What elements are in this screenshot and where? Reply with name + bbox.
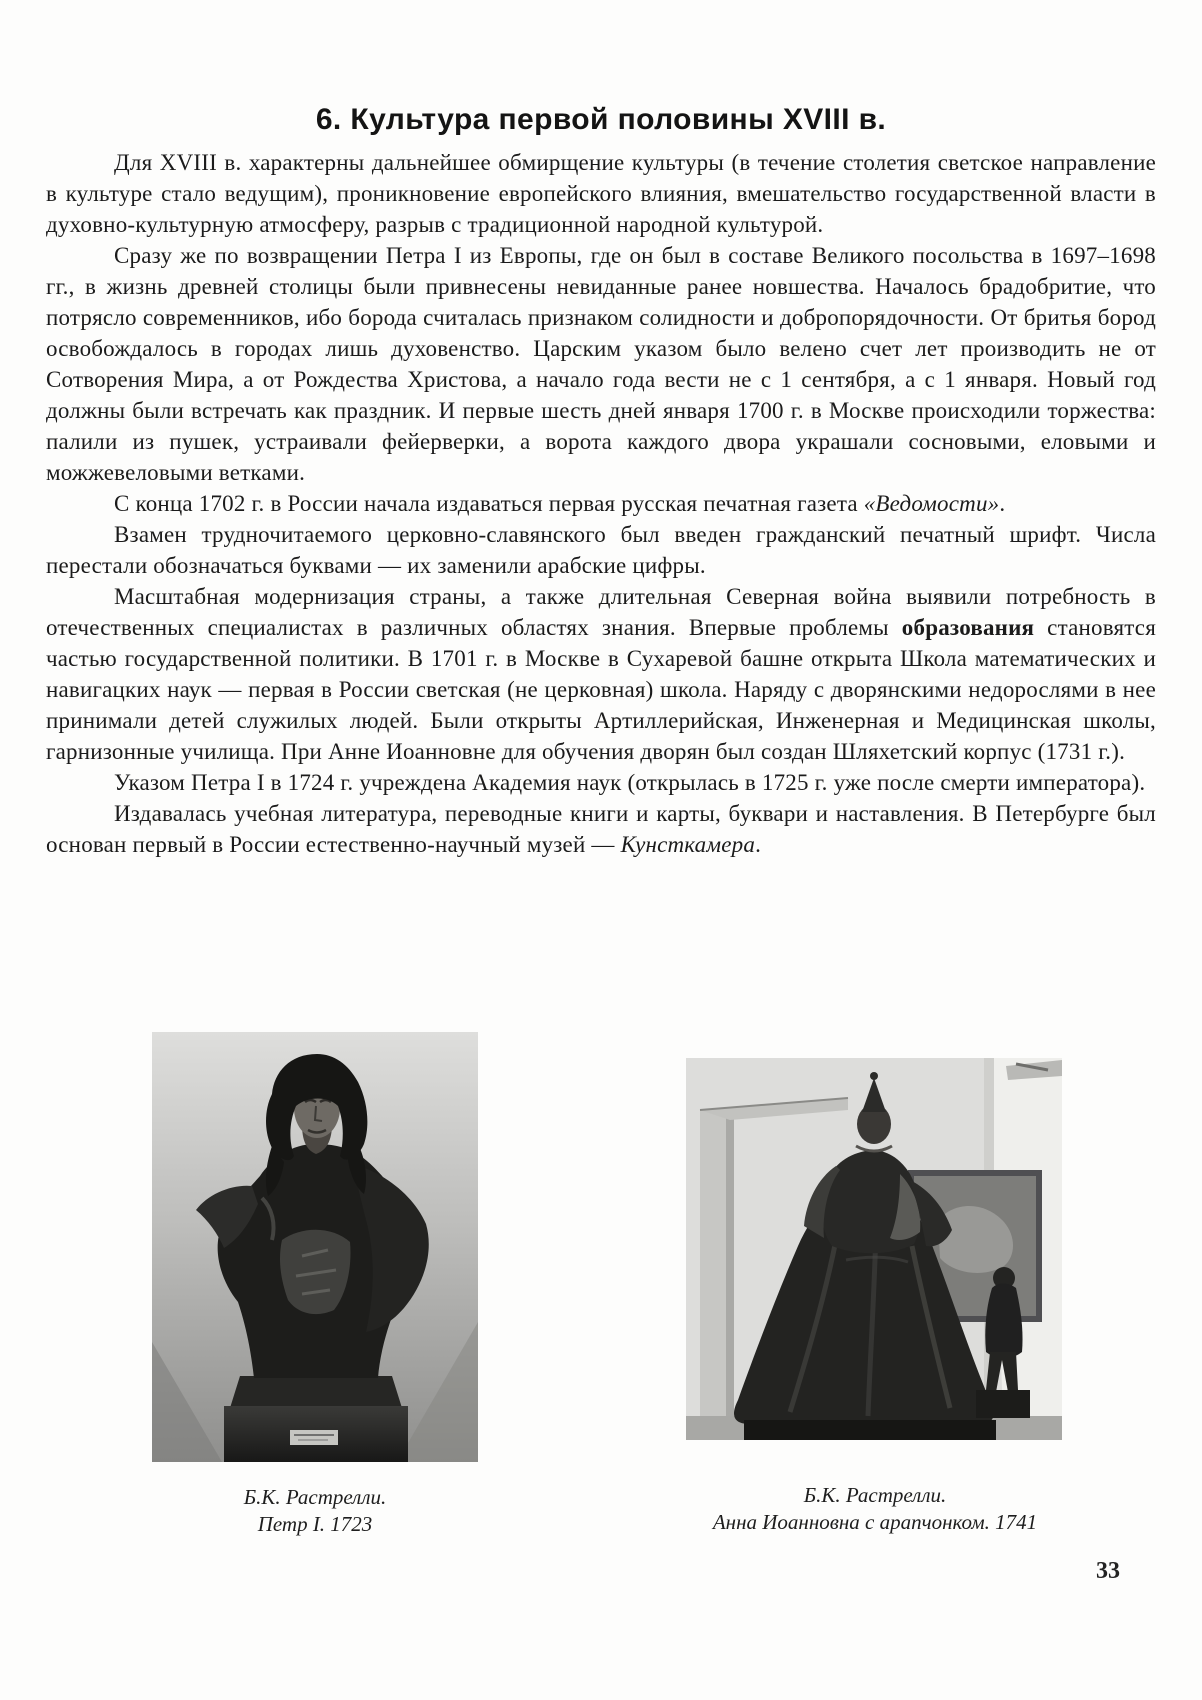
page-number: 33 [1096, 1558, 1120, 1584]
paragraph-4: Взамен трудночитаемого церковно-славянского был введен гражданский печатный шрифт. Числа перестали обозначаться буквами — их заменили арабские цифры. [46, 522, 1156, 578]
figure-caption-anna [640, 1482, 1110, 1536]
caption-title: Петр I. 1723 [257, 1512, 373, 1536]
paragraph-7: Издавалась учебная литература, переводные книги и карты, буквари и наставления. В Петербурге был основан первый в России естественно-научный музей — Кунсткамера. [46, 801, 1156, 857]
figure-caption-peter [122, 1484, 508, 1538]
caption-author: Б.К. Растрелли. [803, 1483, 947, 1507]
caption-title: Анна Иоанновна с арапчонком. 1741 [712, 1510, 1038, 1534]
body-text [46, 147, 1156, 860]
paragraph-2: Сразу же по возвращении Петра I из Европы, где он был в составе Великого посольства в 1697–1698 гг., в жизнь древней столицы были привнесены невиданные ранее новшества. Началось брадобритие, что потрясло современников, ибо борода считалась признаком солидности и добропорядочности. От бритья бород освобождалось в городах лишь духовенство. Царским указом было велено счет лет производить не от Сотворения Мира, а от Рождества Христова, а начало года вести не с 1 сентября, а с 1 января. Новый год должны были встречать как праздник. И первые шесть дней января 1700 г. в Москве происходили торжества: палили из пушек, устраивали фейерверки, а ворота каждого двора украшали сосновыми, еловыми и можжевеловыми ветками. [46, 243, 1156, 485]
paragraph-6: Указом Петра I в 1724 г. учреждена Академия наук (открылась в 1725 г. уже после смерти императора). [114, 770, 1146, 795]
page-title: 6. Культура первой половины XVIII в. [315, 103, 887, 136]
bust-of-peter-i-photo [152, 1032, 478, 1462]
statue-of-anna-ioannovna-photo [686, 1058, 1062, 1440]
paragraph-5: Масштабная модернизация страны, а также длительная Северная война выявили потребность в отечественных специалистах в различных областях знания. Впервые проблемы образования становятся частью государственной политики. В 1701 г. в Москве в Сухаревой башне открыта Школа математических и навигацких наук — первая в России светская (не церковная) школа. Наряду с дворянскими недорослями в нее принимали детей служилых людей. Были открыты Артиллерийская, Инженерная и Медицинская школы, гарнизонные училища. При Анне Иоанновне для обучения дворян был создан Шляхетский корпус (1731 г.). [46, 584, 1156, 764]
paragraph-1: Для XVIII в. характерны дальнейшее обмирщение культуры (в течение столетия светское направление в культуре стало ведущим), проникновение европейского влияния, вмешательство государственной власти в духовно-культурную атмосферу, разрыв с традиционной народной культурой. [46, 150, 1156, 237]
caption-author: Б.К. Растрелли. [243, 1485, 387, 1509]
paragraph-3: С конца 1702 г. в России начала издаваться первая русская печатная газета «Ведомости». [114, 491, 1006, 516]
